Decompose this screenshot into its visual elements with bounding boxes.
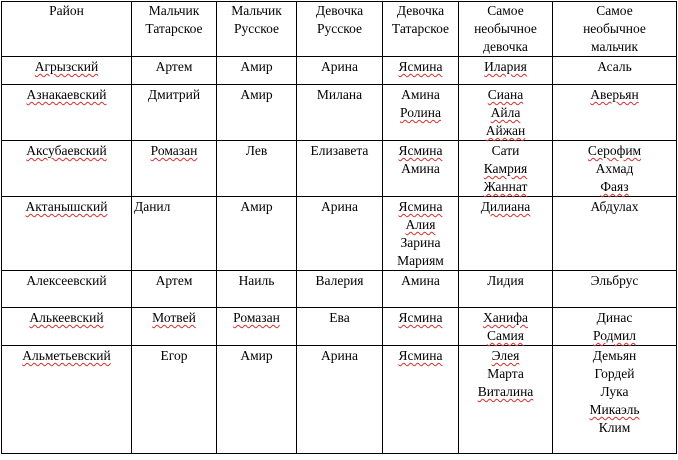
boy-tatar-cell [132,346,217,454]
name-text: Ясмина [398,348,443,363]
boy-tatar-cell [132,57,217,85]
name-text: Ясмина [398,59,443,74]
girl-tatar-cell [383,197,459,271]
header-boy-tatar [132,2,217,57]
name-text: Амина [401,273,440,288]
name-text: Арина [321,59,358,74]
name-text: Жаннат [483,179,528,194]
table-row [2,141,677,197]
girl-russian-cell [297,85,383,141]
name-text: Амир [240,199,273,214]
name-text: Аверьян [590,87,639,102]
girl-russian-cell [297,141,383,197]
header-line: Девочка [396,3,445,18]
district-cell [2,197,132,271]
name-text: Самия [487,328,524,343]
name-text: Милана [316,87,363,102]
name-text: Актанышский [25,199,108,214]
header-district [2,2,132,57]
name-text: Динас [596,310,633,325]
unusual-girl-cell [459,85,553,141]
boy-russian-cell [217,57,297,85]
name-text: Демьян [592,348,637,363]
name-text: Артем [155,59,193,74]
girl-tatar-cell [383,346,459,454]
district-cell [2,85,132,141]
unusual-boy-cell [553,197,677,271]
name-text: Айла [490,105,521,120]
header-girl-russian [297,2,383,57]
boy-tatar-cell [132,271,217,308]
girl-tatar-cell [383,271,459,308]
district-cell [2,271,132,308]
unusual-boy-cell [553,57,677,85]
name-text: Клим [598,420,631,435]
girl-russian-cell [297,197,383,271]
name-text: Арина [321,348,358,363]
boy-russian-cell [217,141,297,197]
name-text: Мариям [397,253,444,268]
name-text: Ясмина [398,199,443,214]
name-text: Амир [240,348,273,363]
name-text: Ромазан [150,143,198,158]
name-text: Ахмад [595,161,634,176]
name-text: Альметьевский [22,348,111,363]
name-text: Марта [487,366,524,381]
district-cell [2,346,132,454]
district-cell [2,57,132,85]
header-line: необычное [474,21,537,36]
girl-russian-cell [297,271,383,308]
name-text: Сати [491,143,520,158]
unusual-boy-cell [553,271,677,308]
names-table [1,1,677,454]
girl-russian-cell [297,346,383,454]
girl-russian-cell [297,308,383,346]
unusual-girl-cell [459,141,553,197]
unusual-boy-cell [553,141,677,197]
name-text: Камрия [483,161,528,176]
name-text: Егор [160,348,188,363]
header-line: Самое [596,3,633,18]
name-text: Агрызский [34,59,99,74]
name-text: Гордей [594,366,635,381]
table-row [2,271,677,308]
unusual-girl-cell [459,271,553,308]
name-text: Азнакаевский [26,87,107,102]
girl-tatar-cell [383,308,459,346]
header-line: необычное [583,21,646,36]
header-boy-russian [217,2,297,57]
name-text: Сиана [487,87,524,102]
header-unusual-boy [553,2,677,57]
name-text: Абдулах [590,199,639,214]
boy-russian-cell [217,271,297,308]
name-text: Мотвей [152,310,196,325]
table-header [2,2,677,57]
unusual-boy-cell [553,308,677,346]
name-text: Виталина [477,384,534,399]
name-text: Эльбрус [590,273,639,288]
boy-tatar-cell [132,197,217,271]
name-text: Наиль [238,273,275,288]
name-text: Арина [321,199,358,214]
name-text: Амина [401,161,440,176]
unusual-boy-cell [553,85,677,141]
header-line: Мальчик [148,3,200,18]
name-text: Данил [134,199,171,214]
name-text: Амир [240,59,273,74]
name-text: Дилиана [480,199,531,214]
unusual-girl-cell [459,197,553,271]
name-text: Лидия [487,273,524,288]
header-line: Татарское [391,21,450,36]
header-line: Район [49,3,84,18]
table-row [2,85,677,141]
name-text: Амир [240,87,273,102]
table-row [2,57,677,85]
name-text: Артем [155,273,193,288]
header-line: Самое [487,3,524,18]
unusual-girl-cell [459,346,553,454]
unusual-girl-cell [459,57,553,85]
girl-tatar-cell [383,57,459,85]
name-text: Алькеевский [29,310,104,325]
boy-russian-cell [217,85,297,141]
name-text: Зарина [400,235,441,250]
girl-russian-cell [297,57,383,85]
girl-tatar-cell [383,85,459,141]
district-cell [2,308,132,346]
name-text: Валерия [315,273,364,288]
header-row [2,2,677,57]
boy-russian-cell [217,197,297,271]
header-line: Девочка [315,3,364,18]
name-text: Дмитрий [147,87,201,102]
header-line: мальчик [591,39,638,54]
name-text: Лука [600,384,629,399]
boy-tatar-cell [132,85,217,141]
header-line: Русское [233,21,280,36]
name-text: Ролина [400,105,441,120]
name-text: Ханифа [483,310,528,325]
header-line: Мальчик [231,3,282,18]
name-text: Илария [484,59,527,74]
district-cell [2,141,132,197]
header-line: Татарское [145,21,203,36]
name-text: Ясмина [398,310,443,325]
name-text: Ромазан [233,310,280,325]
name-text: Ясмина [398,143,443,158]
name-text: Асаль [597,59,632,74]
table-row [2,308,677,346]
name-text: Елизавета [310,143,369,158]
boy-tatar-cell [132,141,217,197]
girl-tatar-cell [383,141,459,197]
name-text: Фаяз [600,179,629,194]
table-row [2,346,677,454]
table-body [2,57,677,454]
boy-tatar-cell [132,308,217,346]
name-text: Алия [405,217,436,232]
header-girl-tatar [383,2,459,57]
name-text: Айжан [485,123,526,138]
name-text: Элея [491,348,520,363]
boy-russian-cell [217,308,297,346]
name-text: Серофим [587,143,642,158]
name-text: Алексеевский [26,273,107,288]
unusual-boy-cell [553,346,677,454]
header-line: девочка [483,39,528,54]
name-text: Амина [401,87,440,102]
name-text: Микаэль [589,402,640,417]
boy-russian-cell [217,346,297,454]
unusual-girl-cell [459,308,553,346]
name-text: Родмил [593,328,636,343]
name-text: Лев [245,143,268,158]
header-line: Русское [316,21,363,36]
header-unusual-girl [459,2,553,57]
table-row [2,197,677,271]
name-text: Аксубаевский [26,143,107,158]
name-text: Ева [329,310,350,325]
